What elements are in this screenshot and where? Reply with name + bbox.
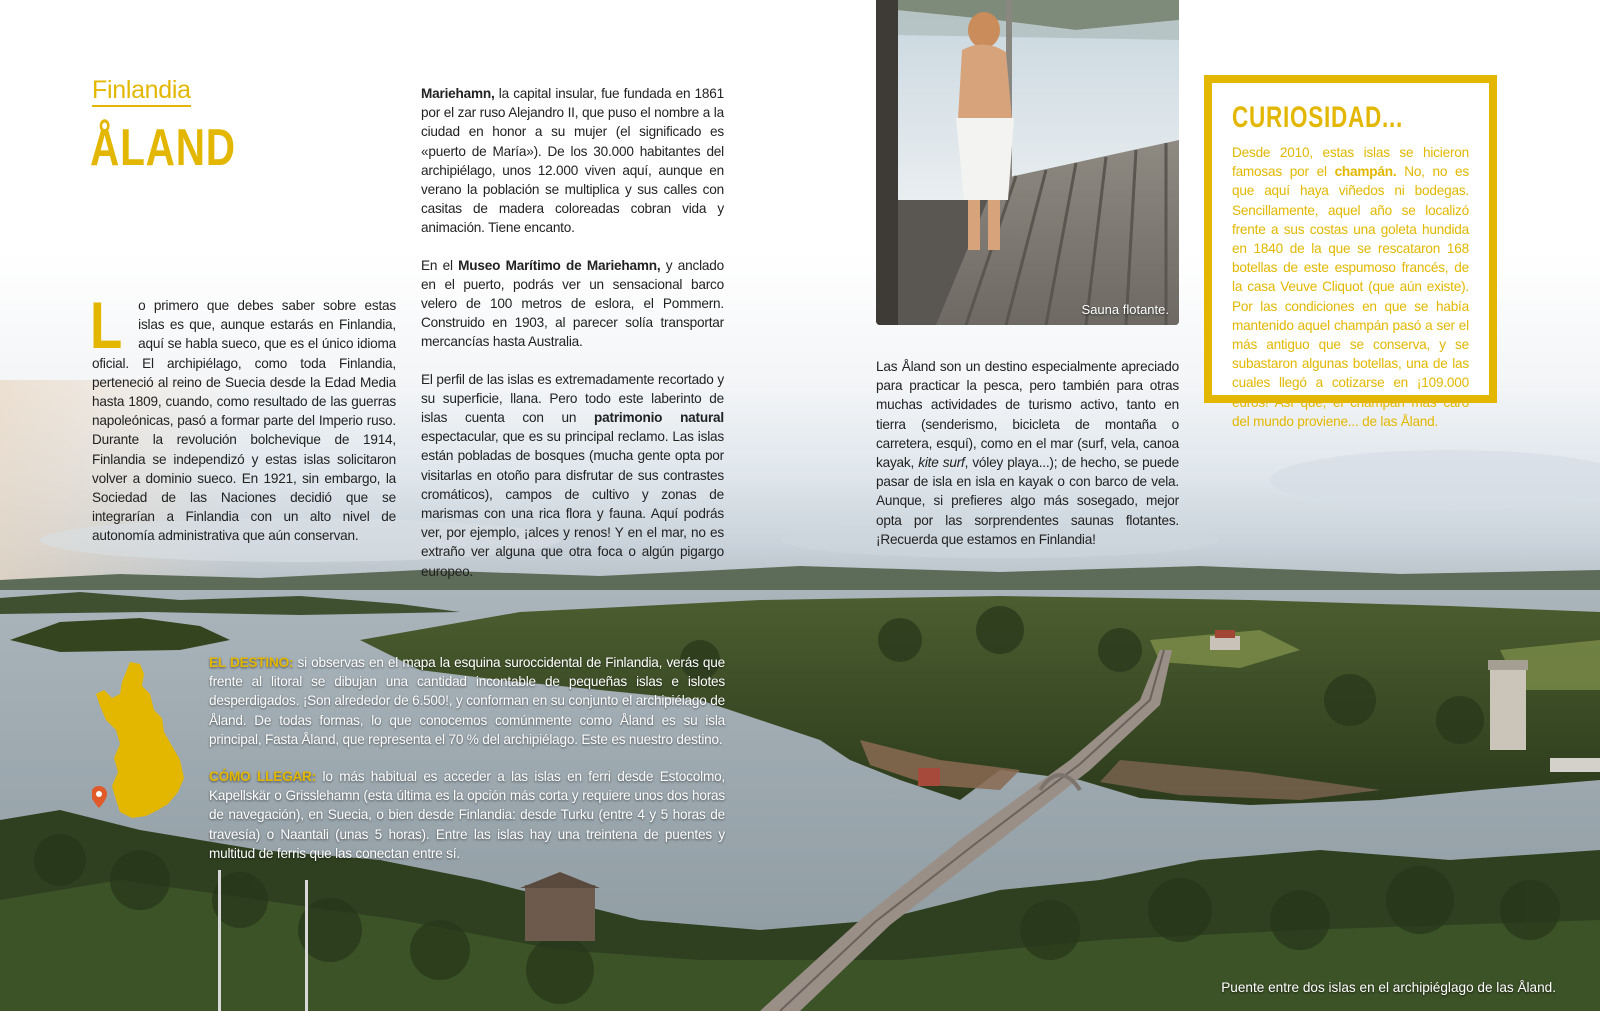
bold-patrimonio: patrimonio natural <box>594 410 724 426</box>
sauna-photo <box>876 0 1179 325</box>
activities-italic: kite surf <box>918 455 965 471</box>
destino-label: EL DESTINO: <box>209 655 294 670</box>
curiosity-body <box>1232 143 1469 431</box>
location-pin-icon <box>92 786 107 808</box>
paragraph-museo <box>421 256 724 352</box>
curiosity-box <box>1204 75 1497 429</box>
finland-map-icon <box>92 660 192 828</box>
bold-mariehamn: Mariehamn, <box>421 86 495 101</box>
text-mariehamn: la capital insular, fue fundada en 1861 por el zar ruso Alejandro II, que puso el nombre a la ciudad en honor a su mujer (el significado es «puerto de María»). De los 30.000 habitantes del archipiélago, unos 12.000 viven aquí, aunque en verano la población se multiplica y sus calles con casitas de madera coloreadas cobran vida y animación. Tiene encanto. <box>421 86 724 236</box>
intro-text: o primero que debes saber sobre estas islas es que, aunque estarás en Finlandia, aquí se habla sueco, que es el único idioma oficial. El archipiélago, como toda Finlandia, perteneció al reino de Suecia desde la Edad Media hasta 1809, cuando, como resultado de las guerras napoleónicas, pasó a formar parte del Imperio ruso. Durante la revolución bolchevique de 1914, Finlandia se independizó y estas islas solicitaron volver a dominio sueco. En 1921, sin embargo, la Sociedad de las Naciones decidió que se integrarían a Finlandia con un alto nivel de autonomía administrativa que aún conservan. <box>92 298 396 544</box>
text-perfil: espectacular, que es su principal reclamo. Las islas están pobladas de bosques (mucha gente opta por visitarlas en otoño para disfrutar de sus contrastes cromáticos), campos de cultivo y zonas de marismas con una rica flora y fauna. Aquí podrás ver, por ejemplo, ¡alces y renos! Y en el mar, no es extraño ver alguna que otra foca o algún pigargo europeo. <box>421 429 724 579</box>
text-museo-pre: En el <box>421 257 459 273</box>
llegar-label: CÓMO LLEGAR: <box>209 769 317 785</box>
sauna-caption: Sauna flotante. <box>1081 302 1169 317</box>
activities-column <box>876 357 1179 549</box>
destino-text: si observas en el mapa la esquina suroccidental de Finlandia, verás que frente al litoral se dibujan una cantidad incontable de pequeñas islas e islotes desperdigados. ¡Son alrededor de 6.500!, y conforman en su conjunto el archipiélago de Åland. De todas formas, lo que conocemos comúnmente como Åland es su isla principal, Fasta Åland, que representa el 70 % del archipiélago. Este es nuestro destino. <box>209 655 725 747</box>
sauna-photo-image <box>876 0 1179 325</box>
text-museo: y anclado en el puerto, podrás ver un sensacional barco velero de 100 metros de eslora, el Pommern. Construido en 1903, al parecer solía transportar mercancías hasta Australia. <box>421 257 724 350</box>
llegar-text: lo más habitual es acceder a las islas en ferri desde Estocolmo, Kapellskär o Grisslehamn (esta última es la opción más corta y requiere unos dos horas de navegación), en Suecia, o bien desde Finlandia: desde Turku (entre 4 y 5 horas de travesía) o Naantali (unas 5 horas). Entre las islas hay una treintena de puentes y multitud de ferris que las conectan entre sí. <box>209 769 726 861</box>
destino-paragraph <box>209 653 725 863</box>
activities-text-post: , vóley playa...); de hecho, se puede pasar de isla en isla en kayak o con barco de vela. Aunque, si prefieres algo más sosegado, mejor opta por las sorprendentes saunas flotantes. ¡Recuerda que estamos en Finlandia! <box>876 455 1179 547</box>
section-kicker: Finlandia <box>92 76 191 107</box>
curiosity-text-pre: Desde 2010, estas islas se hicieron famosas por el <box>1232 145 1469 180</box>
text-perfil-pre: El perfil de las islas es extremadamente recortado y su superficie, llana. Pero todo este laberinto de islas cuenta con un <box>421 371 724 426</box>
activities-text-pre: Las Åland son un destino especialmente apreciado para practicar la pesca, pero también para otras muchas actividades de turismo activo, tanto en tierra (senderismo, bicicleta de montaña o carretera, esquí), como en el mar (surf, vela, canoa kayak, <box>876 359 1179 471</box>
destination-block <box>209 653 725 881</box>
mariehamn-column <box>421 84 724 599</box>
bridge-caption: Puente entre dos islas en el archipiéglago de las Åland. <box>1221 980 1556 995</box>
curiosity-title: CURIOSIDAD... <box>1232 101 1404 134</box>
page-title: ÅLAND <box>90 119 236 177</box>
bold-museo: Museo Marítimo de Mariehamn, <box>458 257 661 273</box>
paragraph-perfil <box>421 370 724 581</box>
paragraph-mariehamn <box>421 84 724 238</box>
curiosity-text-post: No, no es que aquí haya viñedos ni bodegas. Sencillamente, aquel año se localizó frente a sus costas una goleta hundida en 1840 de la que se rescataron 168 botellas de este espumoso francés, de la casa Veuve Cliquot (que aún existe). Por las condiciones en que se había mantenido aquel champán pasó a ser el más antiguo que se conserva, y se subastaron algunas botellas, una de las cuales llegó a cotizarse en ¡109.000 euros! Así que, el champán más caro del mundo proviene... de las Åland. <box>1232 164 1470 429</box>
drop-cap: L <box>90 288 123 362</box>
intro-column <box>90 288 396 546</box>
curiosity-bold: champán. <box>1334 164 1397 180</box>
